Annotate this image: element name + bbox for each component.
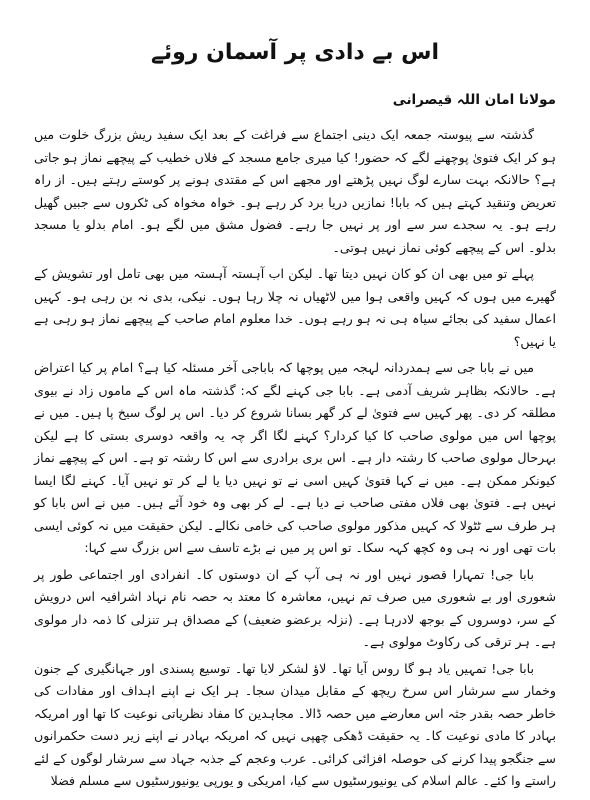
article-body — [34, 124, 556, 793]
paragraph: پہلے تو میں بھی ان کو کان نہیں دیتا تھا۔ لیکن اب آہستہ آہستہ میں بھی تامل اور تشویش کے گھیرے میں ہوں کہ کہیں واقعی ہوا میں لاٹھیاں نہ چلا رہا ہوں۔ نیکی، بدی نہ بن رہی ہو۔ کہیں اعمال سفید کی بجائے سیاہ ہی نہ ہو رہے ہوں۔ خدا معلوم امام صاحب کے پیچھے نماز ہو رہی ہے یا نہیں؟ — [34, 266, 556, 349]
paragraph: میں نے بابا جی سے ہمدردانہ لہجہ میں پوچھا کہ باباجی آخر مسئلہ کیا ہے؟ امام پر کیا اعتراض ہے۔ حالانکہ بظاہر شریف آدمی ہے۔ بابا جی کہنے لگے کہ: گذشتہ ماہ اس کے ماموں زاد نے بیوی مطلقہ کر دی۔ پھر کہیں سے فتویٰ لے کر گھر بسانا شروع کر دیا۔ اس پر لوگ سیخ پا ہیں۔ میں نے پوچھا اس میں مولوی صاحب کا کیا کردار؟ کہنے لگا اگر چہ یہ واقعہ دوسری بستی کا ہے لیکن بہرحال مولوی صاحب کا رشتہ دار ہے۔ اس بری برادری سے اس کا رشتہ تو ہے۔ اس کے پیچھے نماز کیونکر ممکن ہے۔ میں نے کہا فتویٰ کہیں اسی نے تو نہیں دیا یا لے کر تو نہیں آیا۔ کہنے لگا ایسا نہیں ہے۔ فتویٰ بھی فلاں مفتی صاحب نے دیا ہے۔ لے کر بھی وہ خود آئے ہیں۔ میں نے اس بابا کو ہر طرف سے ٹٹولا کہ کہیں مذکور مولوی صاحب کی خامی نکالے۔ لیکن حقیقت میں نہ کوئی ایسی بات تھی اور نہ ہی وہ کچھ کہہ سکا۔ تو اس پر میں نے بڑے تاسف سے اس بزرگ سے کہا: — [34, 360, 556, 555]
article-title: اس بے دادی پر آسمان روئے — [150, 40, 440, 65]
paragraph: گذشتہ سے پیوستہ جمعہ ایک دینی اجتماع سے فراغت کے بعد ایک سفید ریش بزرگ خلوت میں ہو کر ایک فتویٰ پوچھنے لگے کہ حضور! کیا میری جامع مسجد کے فلاں خطیب کے پیچھے نماز ہو جاتی ہے؟ حالانکہ بہت سارے لوگ نہیں پڑھتے اور مجھے اس کے مقتدی ہونے پر کوستے رہتے ہیں۔ از راہ تعریض وتنقید کہتے ہیں کہ بابا! نمازیں دریا برد کر رہے ہو۔ خواہ مخواہ کی ٹکروں سے جبیں گھیل رہے ہو۔ یہ سجدے سر سے اور پر نہیں جا رہے۔ فضول مشق میں لگے ہو۔ امام بدلو یا مسجد بدلو۔ اس کے پیچھے کوئی نماز نہیں ہوتی۔ — [34, 127, 556, 255]
author-name: مولانا امان اللہ قیصرانی — [392, 92, 556, 108]
paragraph: بابا جی! تمہارا قصور نہیں اور نہ ہی آپ کے ان دوستوں کا۔ انفرادی اور اجتماعی طور پر شعوری اور بے شعوری میں صرف تم نہیں، معاشرہ کا معتد بہ حصہ نام نہاد اشرافیہ اس درویش کے سر، دوسروں کے بوجھ لادرہا ہے۔ (نزلہ برعضو ضعیف) کے مصداق ہر تنزلی کا ذمہ دار مولوی ہے۔ ہر ترقی کی رکاوٹ مولوی ہے۔ — [34, 566, 556, 649]
paragraph: بابا جی! تمہیں یاد ہو گا روس آیا تھا۔ لاؤ لشکر لایا تھا۔ توسیع پسندی اور جہانگیری کے جنون وخمار سے سرشار اس سرخ ریچھ کے مقابل میدان سجا۔ ہر ایک نے اپنے اہداف اور مفادات کی خاطر حصہ بقدر جثہ اس معارضے میں حصہ ڈالا۔ مجاہدین کا مفاد نظریاتی نوعیت کا تھا اور امریکہ بہادر کا مادی نوعیت کا۔ یہ حقیقت ڈھکی چھپی نہیں کہ امریکہ بہادر نے اپنے زیر دست حکمرانوں سے جنگجو پیدا کرنے کی حوصلہ افزائی کرائی۔ عرب وعجم کے جذبہ جہاد سے سرشار لوگوں کے لئے راستے وا کئے۔ عالم اسلام کی یونیورسٹیوں سے کیا، امریکی و یورپی یونیورسٹیوں سے مسلم فضلا — [34, 660, 556, 788]
